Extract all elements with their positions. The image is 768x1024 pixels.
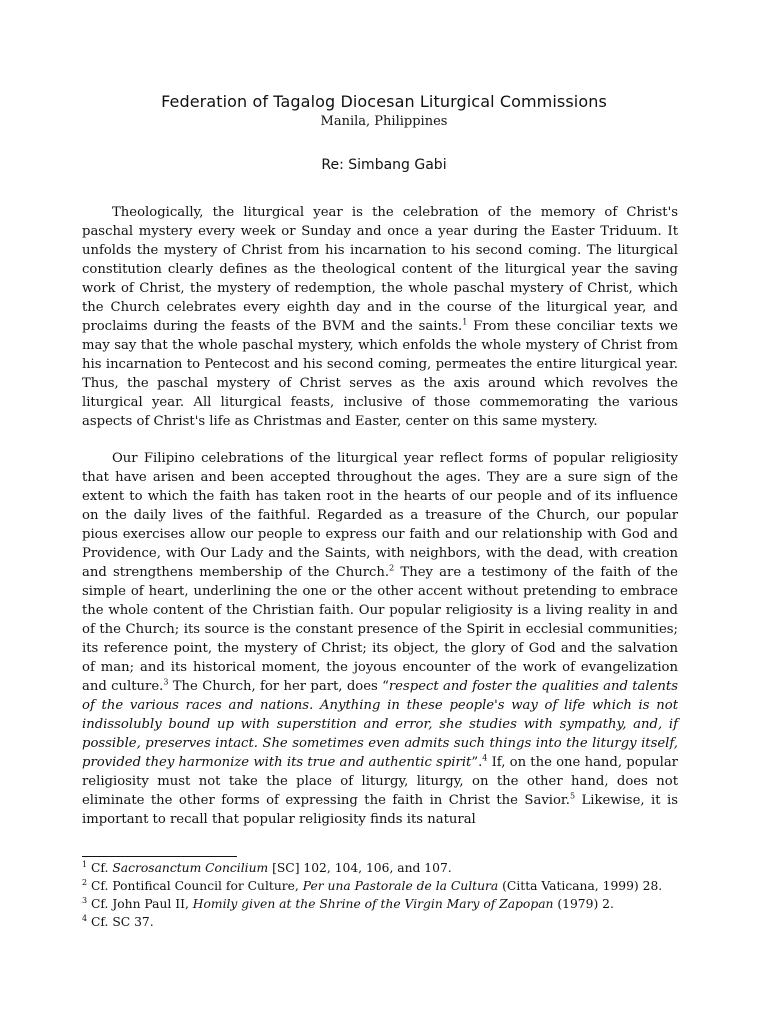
footnote-italic: Sacrosanctum Concilium [112, 861, 269, 875]
footnote-text: [SC] 102, 104, 106, and 107. [268, 861, 452, 875]
paragraph-2-text-e: If, on the one hand, popular religiosity must not take the place of liturgy, liturgy, on the other hand, does not eliminate the other forms of expressing the faith in Christ the Savior. [82, 755, 678, 808]
footnote-ref-2[interactable]: 2 [389, 563, 395, 573]
footnote-ref-3[interactable]: 3 [163, 677, 169, 687]
footnote-1 [82, 859, 702, 877]
quoted-passage: respect and foster the qualities and talents of the various races and nations. Anything in these people's way of life which is not indissolubly bound up with superstition and error, she studies with sympathy, and, if possible, preserves intact. She sometimes even admits such things into the liturgy itself, provided they harmonize with its true and authentic spirit [82, 679, 678, 770]
footnote-text: (1979) 2. [553, 897, 614, 911]
paragraph-2-text-c: The Church, for her part, does “ [168, 679, 389, 694]
footnote-divider [82, 856, 237, 857]
footnote-text: (Citta Vaticana, 1999) 28. [498, 879, 663, 893]
footnotes [82, 859, 702, 931]
paragraph-2-text-b: They are a testimony of the faith of the simple of heart, underlining the one or the other accent without pretending to embrace the whole content of the Christian faith. Our popular religiosity is a living reality in and of the Church; its source is the constant presence of the Spirit in ecclesial communities; its reference point, the mystery of Christ; its object, the glory of God and the salvation of man; and its historical moment, the joyous encounter of the work of evangelization and culture. [82, 565, 678, 694]
paragraph-1-text-b: From these conciliar texts we may say that the whole paschal mystery, which enfolds the whole mystery of Christ from his incarnation to Pentecost and his second coming, permeates the entire liturgical year. Thus, the paschal mystery of Christ serves as the axis around which revolves the liturgical year. All liturgical feasts, inclusive of those commemorating the various aspects of Christ's life as Christmas and Easter, center on this same mystery. [82, 319, 678, 429]
footnote-text: Cf. John Paul II, [87, 897, 193, 911]
footnote-number: 4 [82, 913, 88, 923]
footnote-ref-1[interactable]: 1 [462, 317, 468, 327]
footnote-text: Cf. Pontifical Council for Culture, [87, 879, 303, 893]
footnote-ref-4[interactable]: 4 [482, 753, 488, 763]
paragraph-1 [82, 203, 678, 431]
footnote-text: Cf. [87, 861, 113, 875]
footnote-text: Cf. SC 37. [87, 915, 154, 929]
footnote-ref-5[interactable]: 5 [569, 791, 576, 801]
paragraph-2-text-f: Likewise, it is important to recall that popular religiosity finds its natural [82, 793, 678, 827]
paragraph-2-text-a: Our Filipino celebrations of the liturgical year reflect forms of popular religiosity that have arisen and been accepted throughout the ages. They are a sure sign of the extent to which the faith has taken root in the hearts of our people and of its influence on the daily lives of the faithful. Regarded as a treasure of the Church, our popular pious exercises allow our people to express our faith and our relationship with God and Providence, with Our Lady and the Saints, with neighbors, with the dead, with creation and strengthens membership of the Church. [82, 451, 678, 580]
footnote-number: 1 [82, 859, 88, 869]
footnote-number: 2 [82, 877, 88, 887]
footnote-number: 3 [82, 895, 88, 905]
paragraph-2 [82, 449, 678, 829]
footnote-4 [82, 913, 702, 931]
document-title: Federation of Tagalog Diocesan Liturgical Commissions [161, 92, 607, 111]
footnote-italic: Homily given at the Shrine of the Virgin Mary of Zapopan [192, 897, 554, 911]
footnote-2 [82, 877, 702, 895]
paragraph-1-text-a: Theologically, the liturgical year is the celebration of the memory of Christ's paschal mystery every week or Sunday and once a year during the Easter Triduum. It unfolds the mystery of Christ from his incarnation to his second coming. The liturgical constitution clearly defines as the theological content of the liturgical year the saving work of Christ, the mystery of redemption, the whole paschal mystery of Christ, which the Church celebrates every eighth day and in the course of the liturgical year, and proclaims during the feasts of the BVM and the saints. [82, 205, 678, 334]
subject-line: Re: Simbang Gabi [321, 157, 447, 173]
footnote-italic: Per una Pastorale de la Cultura [302, 879, 499, 893]
paragraph-2-text-d: ”. [471, 755, 483, 770]
footnote-3 [82, 895, 702, 913]
document-subtitle: Manila, Philippines [320, 114, 448, 129]
